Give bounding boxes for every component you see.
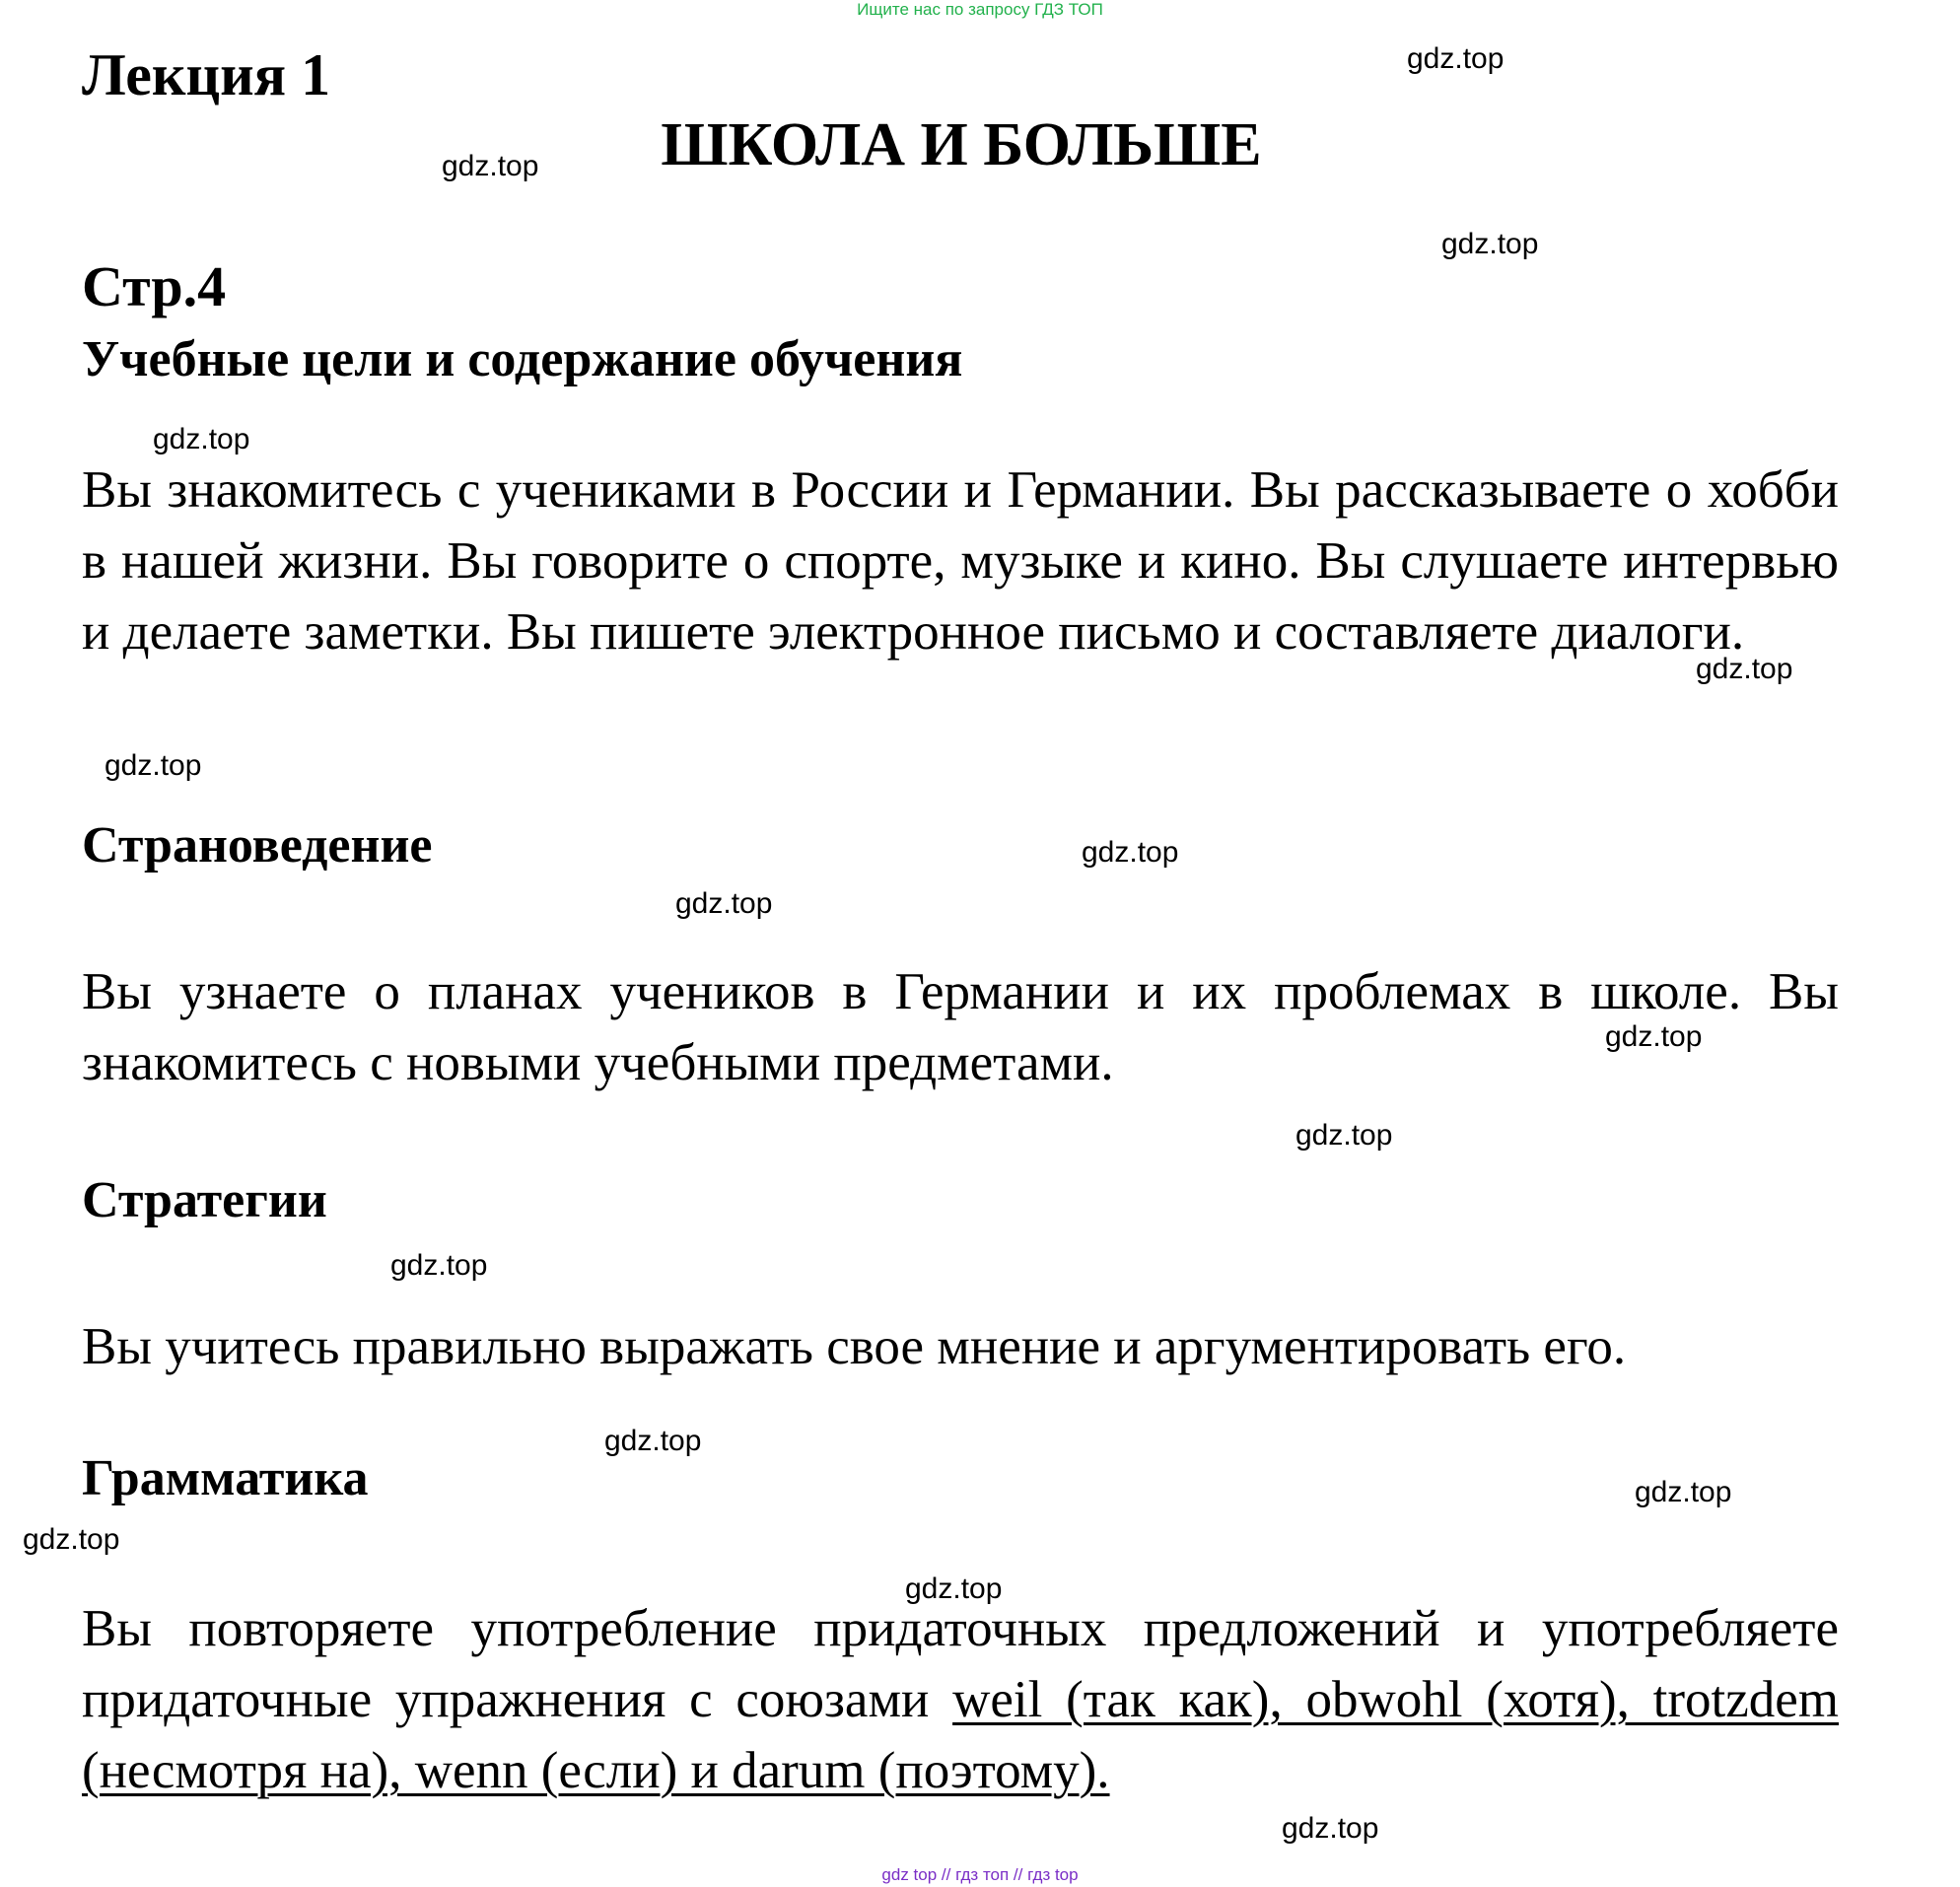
watermark: gdz.top: [153, 423, 250, 455]
grammar-heading: Грамматика: [82, 1450, 369, 1506]
watermark: gdz.top: [1605, 1020, 1703, 1053]
watermark: gdz.top: [1295, 1119, 1393, 1152]
watermark: gdz.top: [442, 150, 539, 182]
goals-text: Вы знакомитесь с учениками в России и Германии. Вы рассказываете о хобби в нашей жизни. Вы говорите о спорте, музыке и кино. Вы слушаете интервью и делаете заметки. Вы пишете электронное письмо и составляете диалоги.: [82, 461, 1839, 661]
page-reference: Стр.4: [82, 254, 227, 318]
goals-heading: Учебные цели и содержание обучения: [82, 331, 963, 387]
lecture-label: Лекция 1: [82, 42, 331, 107]
watermark: gdz.top: [1407, 42, 1505, 75]
page-title: ШКОЛА И БОЛЬШЕ: [661, 111, 1262, 178]
strategies-heading: Стратегии: [82, 1172, 327, 1228]
watermark: gdz.top: [675, 887, 773, 920]
strategies-text: Вы учитесь правильно выражать свое мнение и аргументировать его.: [82, 1318, 1627, 1375]
watermark: gdz.top: [1441, 228, 1539, 260]
watermark: gdz.top: [905, 1572, 1003, 1605]
country-studies-text: Вы узнаете о планах учеников в Германии и их проблемах в школе. Вы знакомитесь с новыми учебными предметами.: [82, 963, 1839, 1091]
watermark: gdz.top: [1635, 1476, 1732, 1508]
watermark: gdz.top: [1082, 836, 1179, 869]
watermark: gdz.top: [1696, 653, 1793, 685]
country-studies-heading: Страноведение: [82, 817, 433, 874]
grammar-text-plain: Вы повторяете употребление придаточных предложений и употребляете придаточные упражнения с союзами: [82, 1600, 1839, 1728]
watermark: gdz.top: [23, 1523, 120, 1556]
watermark: gdz.top: [390, 1249, 488, 1282]
watermark: gdz.top: [604, 1425, 702, 1457]
watermark: gdz.top: [105, 749, 202, 782]
grammar-text: [82, 1593, 1839, 1806]
top-banner: Ищите нас по запросу ГДЗ ТОП: [857, 0, 1103, 19]
footer-watermark: gdz top // гдз топ // гдз top: [881, 1865, 1079, 1884]
grammar-conjunctions: weil (так как), obwohl (хотя), trotzdem (несмотря на), wenn (если) и darum (поэтому).: [82, 1671, 1839, 1799]
watermark: gdz.top: [1282, 1812, 1379, 1845]
